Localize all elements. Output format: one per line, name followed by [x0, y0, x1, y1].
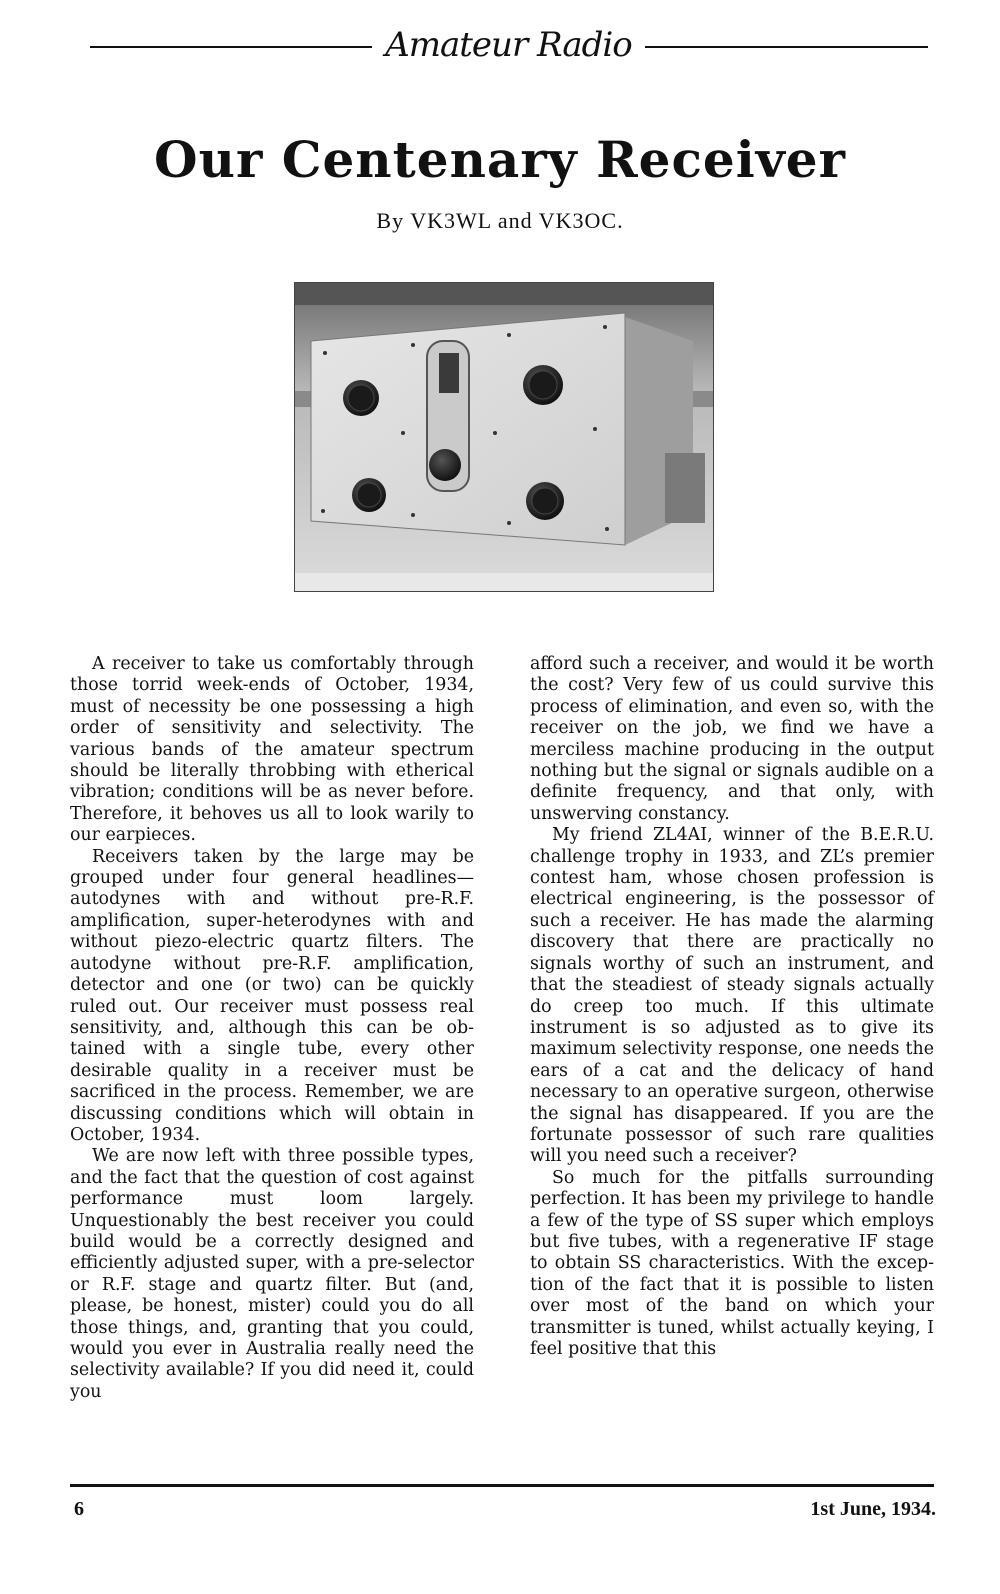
paragraph: So much for the pitfalls surrounding perfection. It has been my privilege to handle a few of the type of SS super which employs but five tubes, with a regenerative IF stage to obtain SS characteristics. With the exception of the fact that it is possible to listen over most of the band on which your transmitter is tuned, whilst actually keying, I feel positive that this: [530, 1167, 934, 1359]
article-title: Our Centenary Receiver: [154, 130, 846, 189]
masthead: [90, 20, 928, 70]
paragraph: afford such a receiver, and would it be worth the cost? Very few of us could survive this process of elimination, and even so, with the receiver on the job, we find we have a merciless machine producing in the output nothing but the signal or signals audible on a definite frequency, and that only, with unswerving constancy.: [530, 654, 934, 824]
masthead-brand: Amateur Radio: [385, 25, 632, 65]
paragraph: My friend ZL4AI, winner of the B.E.R.U. challenge trophy in 1933, and ZL’s premier contest ham, whose chosen profession is electrical engineering, is the possessor of such a receiver. He has made the alarming discovery that there are practically no signals worthy of such an instrument, and that the steadiest of steady signals actually do creep too much. If this ultimate instrument is so adjusted as to give its maximum selectivity response, one needs the ears of a cat and the delicacy of hand necessary to an operative surgeon, otherwise the signal has disappeared. If you are the fortunate possessor of such rare qualities will you need such a receiver?: [530, 825, 934, 1167]
paragraph: Receivers taken by the large may be grouped under four general headlines—autodynes with and without pre-R.F. amplification, super-heterodynes with and without piezo-electric quartz filters. The autodyne without pre-R.F. amplification, detector and one (or two) can be quickly ruled out. Our receiver must possess real sensitivity, and, although this can be obtained with a single tube, every other desirable quality in a receiver must be sacrificed in the process. Remember, we are discussing conditions which will obtain in October, 1934.: [70, 846, 474, 1145]
paragraph: We are now left with three possible types, and the fact that the question of cost against performance must loom largely. Unquestionably the best receiver you could build would be a correctly designed and efficiently adjusted super, with a pre-selector or R.F. stage and quartz filter. But (and, please, be honest, mister) could you do all those things, and, granting that you could, would you ever in Australia really need the selectivity available? If you did need it, could you: [70, 1146, 474, 1402]
article-column-left: [70, 654, 474, 1403]
paragraph: A receiver to take us comfortably through those torrid week-ends of October, 1934, must of necessity be one possessing a high order of sensitivity and selectivity. The various bands of the amateur spectrum should be literally throbbing with etherical vibration; conditions will be as never before. Therefore, it behoves us all to look warily to our earpieces.: [70, 654, 474, 846]
issue-date: 1st June, 1934.: [810, 1498, 936, 1520]
footer-rule: [70, 1484, 934, 1487]
masthead-rule-right: [645, 46, 928, 48]
masthead-rule-left: [90, 46, 372, 48]
article-byline: By VK3WL and VK3OC.: [376, 208, 624, 233]
page-number: 6: [74, 1498, 84, 1520]
article-column-right: [530, 654, 934, 1360]
receiver-photo: [294, 282, 714, 592]
